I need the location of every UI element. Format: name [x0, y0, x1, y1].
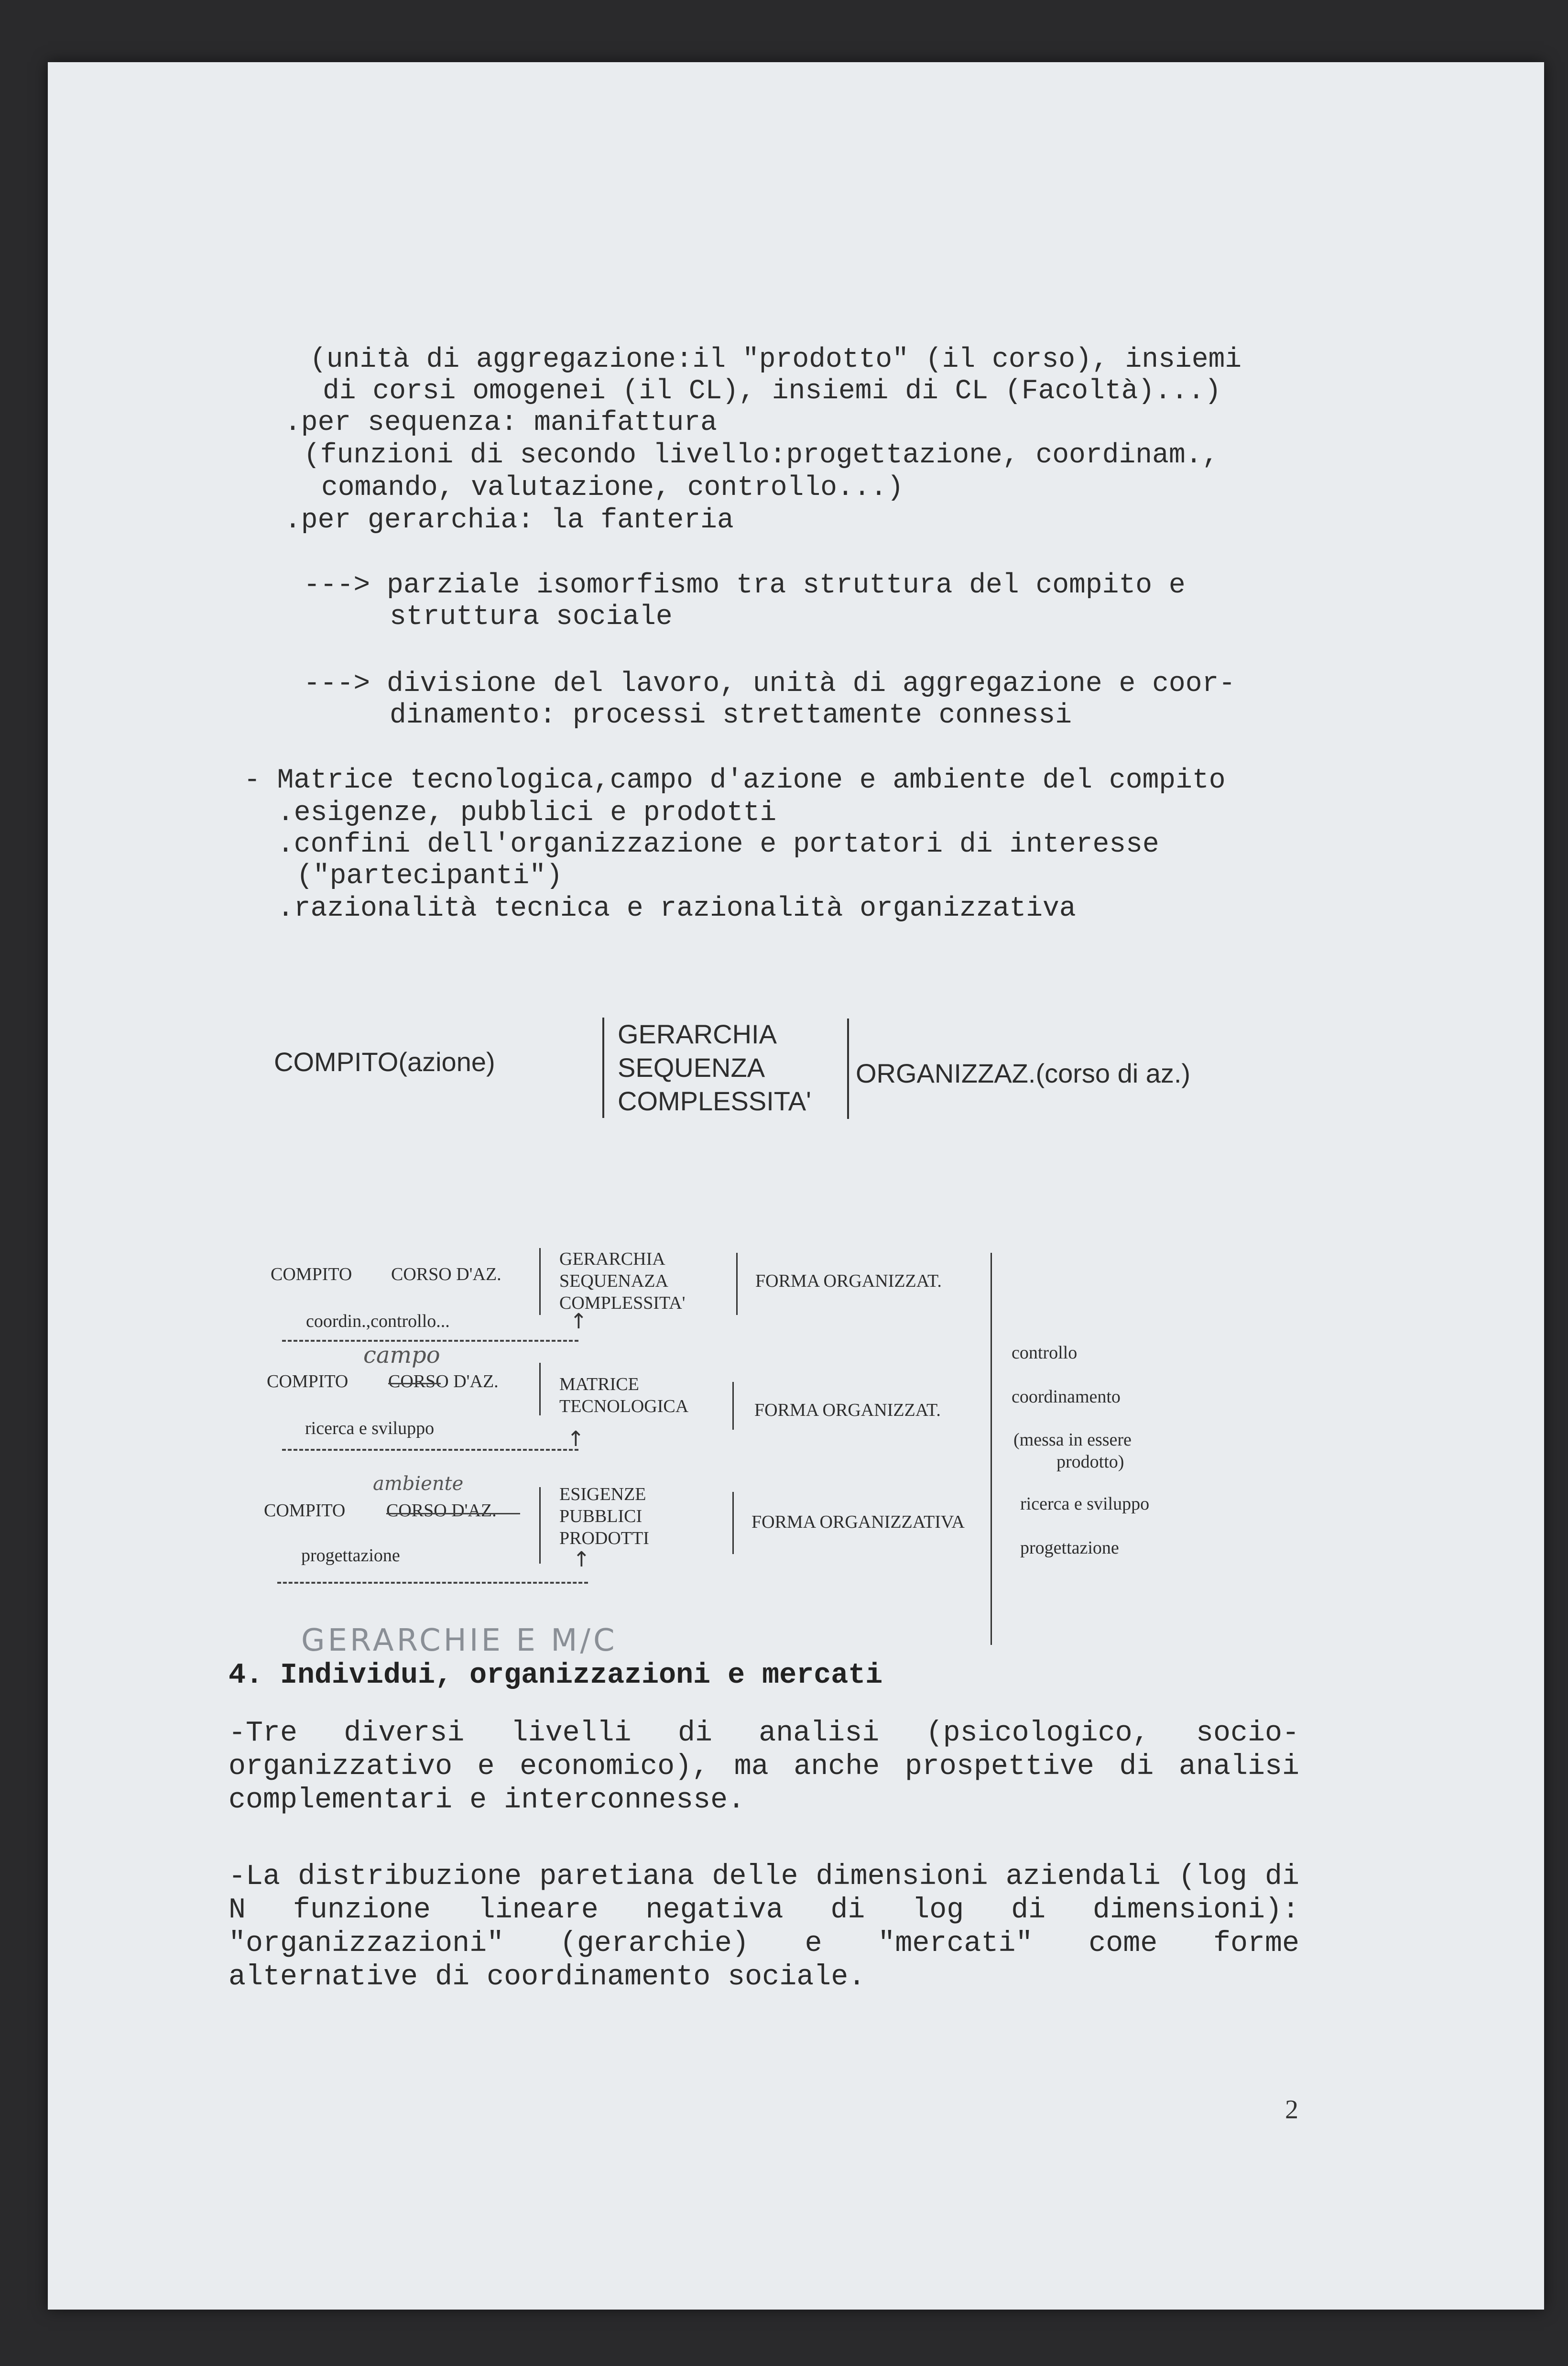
table-divider — [732, 1492, 734, 1554]
text-line: (unità di aggregazione:il "prodotto" (il corso), insiemi — [310, 344, 1242, 375]
table-cell: COMPLESSITA' — [559, 1293, 686, 1313]
dashed-separator — [277, 1582, 588, 1584]
text-line: .razionalità tecnica e razionalità organizzativa — [277, 893, 1076, 924]
text-line: .per gerarchia: la fanteria — [284, 505, 734, 536]
right-label: (messa in essere — [1013, 1430, 1132, 1450]
scheme-divider — [602, 1018, 604, 1118]
table-cell: GERARCHIA — [559, 1249, 665, 1269]
table-cell: FORMA ORGANIZZATIVA — [751, 1512, 965, 1532]
table-cell: PUBBLICI — [559, 1506, 642, 1526]
text-line: struttura sociale — [390, 602, 673, 633]
scheme-mid-label: SEQUENZA — [618, 1052, 765, 1083]
text-line: ---> parziale isomorfismo tra struttura del compito e — [304, 570, 1186, 601]
arrow-up-icon: ↑ — [567, 1427, 585, 1451]
table-cell: ESIGENZE — [559, 1484, 646, 1504]
section-heading: 4. Individui, organizzazioni e mercati — [229, 1659, 883, 1692]
text-line: ("partecipanti") — [296, 861, 563, 892]
arrow-up-icon: ↑ — [573, 1547, 590, 1572]
strikethrough — [388, 1383, 441, 1384]
right-label: progettazione — [1020, 1538, 1119, 1558]
table-cell: TECNOLOGICA — [559, 1396, 689, 1416]
paragraph: -Tre diversi livelli di analisi (psicologico, socio-organizzativo e economico), ma anche prospettive di analisi complementari e interconnesse. — [229, 1717, 1299, 1817]
table-divider — [736, 1253, 738, 1315]
table-cell: FORMA ORGANIZZAT. — [754, 1400, 941, 1420]
text-line: dinamento: processi strettamente connessi — [390, 700, 1072, 731]
table-cell: COMPITO — [267, 1371, 348, 1391]
table-cell: PRODOTTI — [559, 1528, 649, 1548]
table-divider — [539, 1487, 541, 1564]
dashed-separator — [282, 1449, 578, 1451]
table-cell: COMPITO — [264, 1501, 346, 1521]
table-cell: SEQUENAZA — [559, 1271, 668, 1291]
text-line: di corsi omogenei (il CL), insiemi di CL (Facoltà)...) — [323, 376, 1221, 407]
table-note: ricerca e sviluppo — [305, 1418, 435, 1438]
page-number: 2 — [1285, 2095, 1298, 2125]
right-label: coordinamento — [1012, 1387, 1121, 1407]
strikethrough — [386, 1513, 520, 1514]
scheme-right-label: ORGANIZZAZ.(corso di az.) — [856, 1058, 1191, 1088]
table-cell: CORSO D'AZ. — [386, 1501, 497, 1521]
table-divider — [539, 1363, 541, 1415]
text-line: .confini dell'organizzazione e portatori di interesse — [277, 829, 1159, 860]
paragraph: -La distribuzione paretiana delle dimensioni aziendali (log di N funzione lineare negativa di log di dimensioni): "organizzazioni" (gerarchie) e "mercati" come forme alternative di coordinamento sociale. — [229, 1861, 1299, 1994]
right-label: prodotto) — [1056, 1452, 1124, 1472]
right-label: ricerca e sviluppo — [1020, 1494, 1150, 1514]
handwritten-correction: campo — [363, 1342, 440, 1369]
handwritten-note: GERARCHIE E M/C — [301, 1623, 618, 1658]
text-line: (funzioni di secondo livello:progettazione, coordinam., — [304, 440, 1219, 471]
table-cell: COMPITO — [271, 1264, 352, 1284]
table-divider — [732, 1382, 734, 1430]
scheme-mid-label: GERARCHIA — [618, 1019, 777, 1049]
text-line: comando, valutazione, controllo...) — [321, 472, 904, 504]
table-cell: CORSO D'AZ. — [391, 1264, 501, 1284]
table-cell: MATRICE — [559, 1374, 639, 1394]
arrow-up-icon: ↑ — [570, 1309, 588, 1334]
text-line: .esigenze, pubblici e prodotti — [277, 798, 777, 829]
text-line: .per sequenza: manifattura — [284, 407, 717, 438]
scheme-left-label: COMPITO(azione) — [274, 1047, 495, 1077]
right-label: controllo — [1012, 1343, 1078, 1363]
text-line: - Matrice tecnologica,campo d'azione e ambiente del compito — [244, 765, 1226, 796]
table-note: progettazione — [301, 1545, 400, 1566]
table-note: coordin.,controllo... — [306, 1311, 450, 1331]
table-cell: FORMA ORGANIZZAT. — [755, 1271, 942, 1291]
table-divider — [991, 1253, 992, 1645]
scheme-divider — [847, 1019, 849, 1119]
table-divider — [539, 1248, 541, 1315]
paper-sheet — [48, 62, 1544, 2310]
handwritten-correction: ambiente — [373, 1473, 464, 1495]
table-cell: CORSO D'AZ. — [388, 1371, 499, 1391]
scheme-mid-label: COMPLESSITA' — [618, 1086, 811, 1116]
text-line: ---> divisione del lavoro, unità di aggregazione e coor- — [304, 668, 1236, 700]
